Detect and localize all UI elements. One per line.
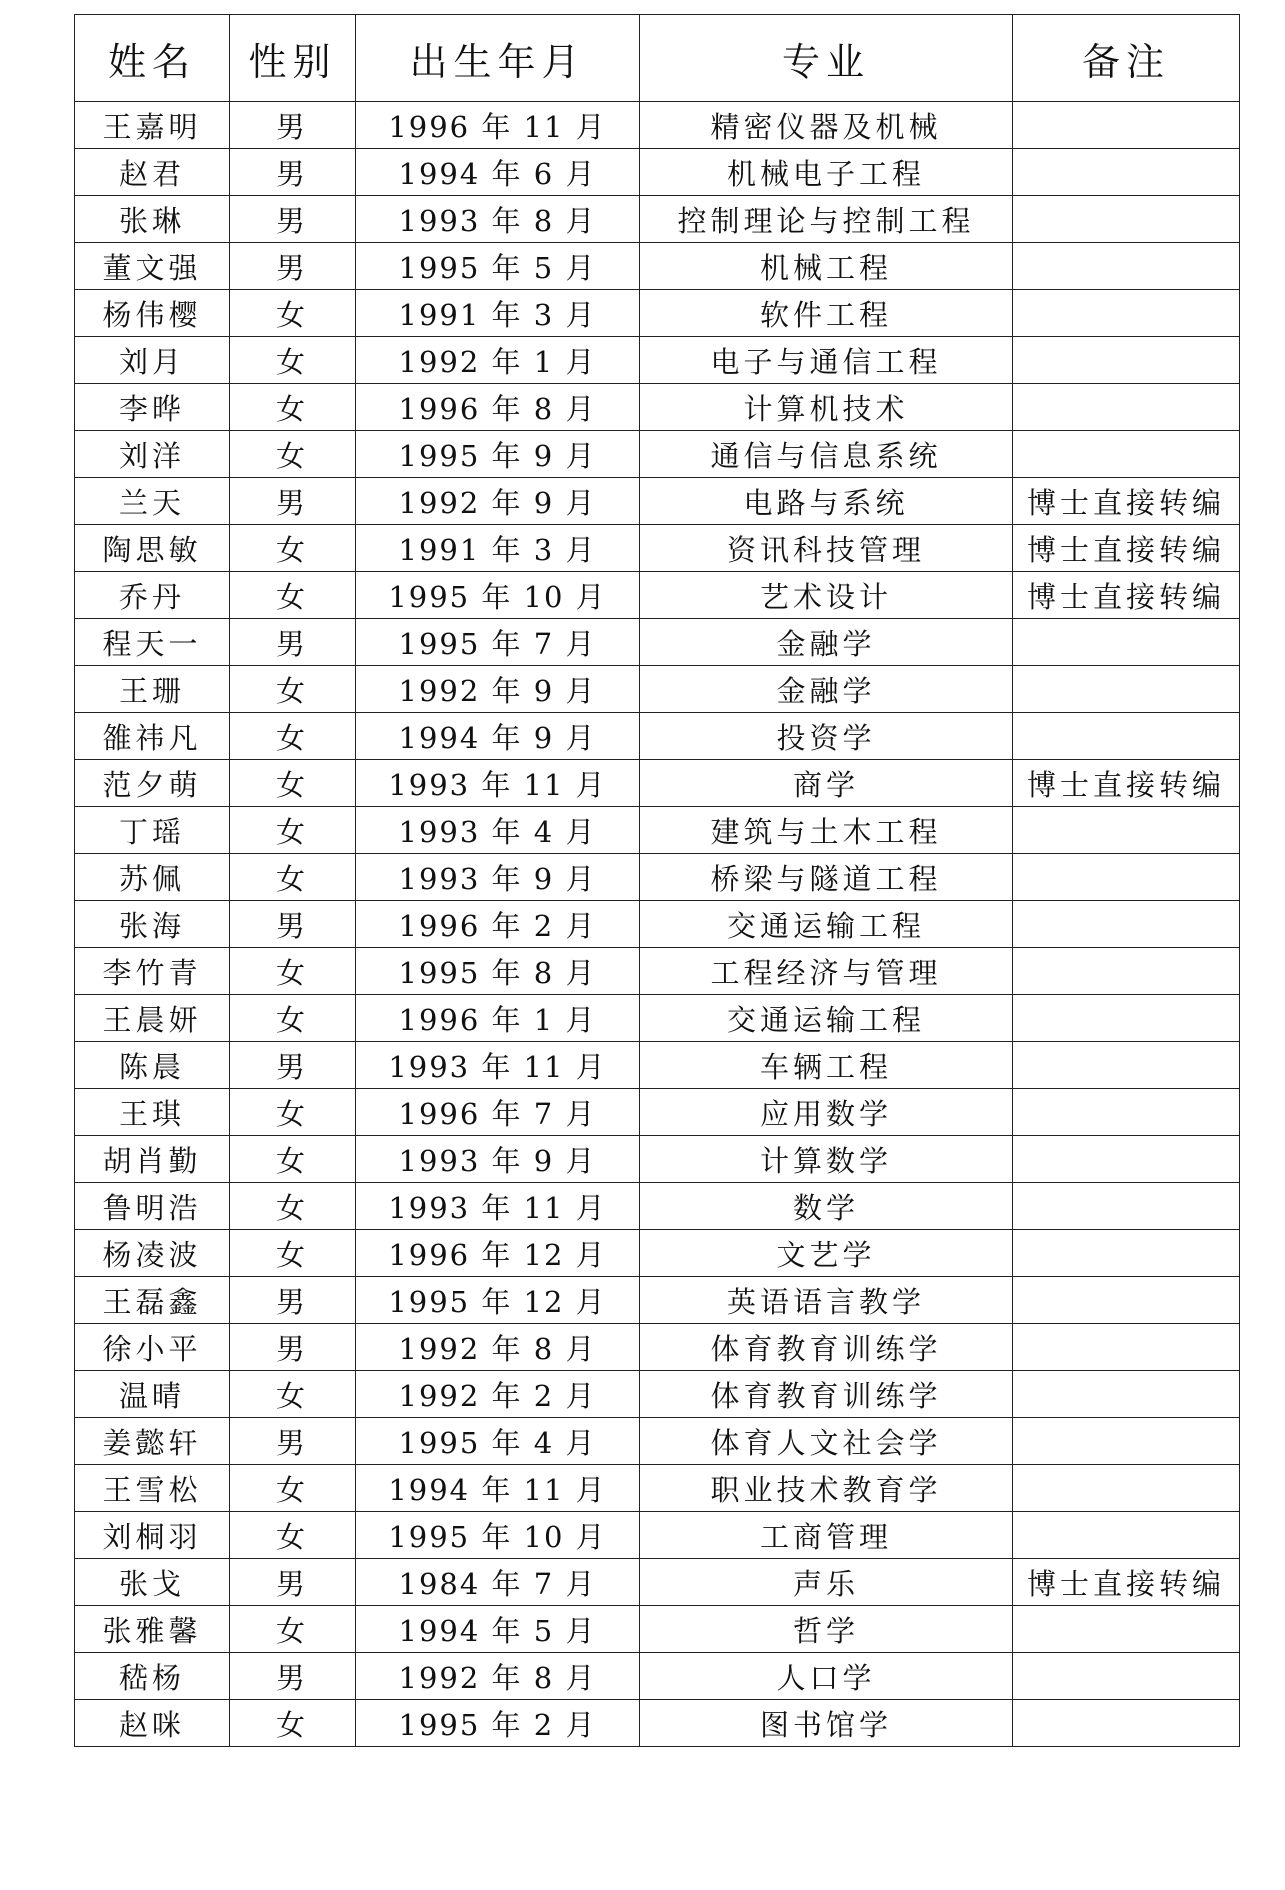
header-row [75,15,1240,102]
cell-name: 赵君 [75,149,230,196]
cell-note: 博士直接转编 [1013,478,1240,525]
cell-major: 计算机技术 [640,384,1013,431]
cell-birth: 1992 年 9 月 [356,666,640,713]
cell-name: 鲁明浩 [75,1183,230,1230]
cell-birth: 1995 年 7 月 [356,619,640,666]
cell-major: 文艺学 [640,1230,1013,1277]
cell-birth: 1994 年 11 月 [356,1465,640,1512]
cell-gender: 女 [230,1465,356,1512]
cell-major: 车辆工程 [640,1042,1013,1089]
cell-note [1013,337,1240,384]
cell-name: 刘洋 [75,431,230,478]
cell-name: 王雪松 [75,1465,230,1512]
cell-note [1013,243,1240,290]
cell-major: 图书馆学 [640,1700,1013,1747]
table-row [75,948,1240,995]
cell-major: 人口学 [640,1653,1013,1700]
cell-note [1013,713,1240,760]
cell-note [1013,1606,1240,1653]
cell-major: 机械工程 [640,243,1013,290]
header-major: 专业 [640,15,1013,102]
table-row [75,995,1240,1042]
header-name: 姓名 [75,15,230,102]
cell-gender: 女 [230,1183,356,1230]
table-row [75,1324,1240,1371]
cell-gender: 女 [230,948,356,995]
cell-major: 桥梁与隧道工程 [640,854,1013,901]
cell-major: 控制理论与控制工程 [640,196,1013,243]
cell-note [1013,901,1240,948]
cell-major: 体育教育训练学 [640,1324,1013,1371]
cell-major: 声乐 [640,1559,1013,1606]
cell-birth: 1995 年 12 月 [356,1277,640,1324]
table-row [75,431,1240,478]
cell-note [1013,666,1240,713]
cell-name: 徐小平 [75,1324,230,1371]
cell-gender: 男 [230,243,356,290]
cell-birth: 1995 年 5 月 [356,243,640,290]
cell-gender: 女 [230,1371,356,1418]
cell-name: 王琪 [75,1089,230,1136]
cell-birth: 1994 年 5 月 [356,1606,640,1653]
cell-major: 职业技术教育学 [640,1465,1013,1512]
cell-note [1013,995,1240,1042]
cell-birth: 1996 年 2 月 [356,901,640,948]
cell-major: 交通运输工程 [640,901,1013,948]
cell-note [1013,1089,1240,1136]
cell-note: 博士直接转编 [1013,572,1240,619]
cell-major: 建筑与土木工程 [640,807,1013,854]
cell-major: 通信与信息系统 [640,431,1013,478]
cell-note [1013,1371,1240,1418]
cell-gender: 男 [230,478,356,525]
cell-name: 刘桐羽 [75,1512,230,1559]
cell-note [1013,1700,1240,1747]
cell-birth: 1996 年 12 月 [356,1230,640,1277]
cell-major: 计算数学 [640,1136,1013,1183]
cell-gender: 女 [230,666,356,713]
cell-note [1013,290,1240,337]
table-row [75,1042,1240,1089]
cell-note [1013,619,1240,666]
header-birth: 出生年月 [356,15,640,102]
table-row [75,572,1240,619]
table-body [75,102,1240,1747]
cell-note: 博士直接转编 [1013,525,1240,572]
cell-major: 软件工程 [640,290,1013,337]
cell-name: 张琳 [75,196,230,243]
cell-name: 赵咪 [75,1700,230,1747]
table-row [75,1700,1240,1747]
table-row [75,102,1240,149]
cell-name: 王嘉明 [75,102,230,149]
cell-name: 范夕萌 [75,760,230,807]
cell-note [1013,1465,1240,1512]
table-row [75,1559,1240,1606]
cell-name: 董文强 [75,243,230,290]
cell-note [1013,1324,1240,1371]
cell-gender: 男 [230,901,356,948]
cell-gender: 女 [230,1512,356,1559]
cell-major: 应用数学 [640,1089,1013,1136]
table-row [75,1277,1240,1324]
cell-gender: 女 [230,1089,356,1136]
table-row [75,713,1240,760]
table-header [75,15,1240,102]
cell-note [1013,1277,1240,1324]
cell-birth: 1992 年 8 月 [356,1653,640,1700]
cell-note [1013,807,1240,854]
cell-birth: 1993 年 9 月 [356,854,640,901]
table-row [75,1512,1240,1559]
table-row [75,525,1240,572]
table-row [75,384,1240,431]
cell-name: 杨凌波 [75,1230,230,1277]
cell-note [1013,102,1240,149]
cell-birth: 1993 年 8 月 [356,196,640,243]
table-row [75,1371,1240,1418]
cell-birth: 1996 年 1 月 [356,995,640,1042]
cell-gender: 女 [230,1606,356,1653]
cell-gender: 男 [230,619,356,666]
cell-gender: 女 [230,525,356,572]
cell-major: 体育人文社会学 [640,1418,1013,1465]
cell-name: 丁瑶 [75,807,230,854]
cell-name: 程天一 [75,619,230,666]
cell-birth: 1993 年 9 月 [356,1136,640,1183]
cell-major: 工程经济与管理 [640,948,1013,995]
cell-major: 艺术设计 [640,572,1013,619]
cell-birth: 1996 年 8 月 [356,384,640,431]
cell-gender: 男 [230,196,356,243]
cell-name: 陶思敏 [75,525,230,572]
cell-major: 投资学 [640,713,1013,760]
cell-major: 金融学 [640,666,1013,713]
cell-major: 金融学 [640,619,1013,666]
cell-major: 体育教育训练学 [640,1371,1013,1418]
cell-gender: 男 [230,1277,356,1324]
cell-birth: 1995 年 10 月 [356,1512,640,1559]
cell-major: 电路与系统 [640,478,1013,525]
cell-birth: 1995 年 10 月 [356,572,640,619]
cell-gender: 女 [230,1700,356,1747]
cell-name: 乔丹 [75,572,230,619]
cell-birth: 1994 年 6 月 [356,149,640,196]
cell-major: 商学 [640,760,1013,807]
cell-gender: 男 [230,1042,356,1089]
cell-major: 交通运输工程 [640,995,1013,1042]
cell-birth: 1995 年 9 月 [356,431,640,478]
cell-gender: 女 [230,995,356,1042]
cell-gender: 女 [230,713,356,760]
roster-table [74,14,1240,1747]
cell-note [1013,854,1240,901]
cell-major: 哲学 [640,1606,1013,1653]
table-row [75,901,1240,948]
cell-note [1013,196,1240,243]
cell-name: 杨伟樱 [75,290,230,337]
header-note: 备注 [1013,15,1240,102]
cell-name: 张雅馨 [75,1606,230,1653]
cell-gender: 女 [230,760,356,807]
table-row [75,760,1240,807]
cell-gender: 女 [230,572,356,619]
cell-gender: 女 [230,1230,356,1277]
cell-note [1013,1230,1240,1277]
cell-birth: 1992 年 2 月 [356,1371,640,1418]
cell-gender: 女 [230,1136,356,1183]
cell-major: 电子与通信工程 [640,337,1013,384]
table-row [75,337,1240,384]
cell-gender: 男 [230,1559,356,1606]
table-row [75,854,1240,901]
cell-gender: 女 [230,384,356,431]
cell-note: 博士直接转编 [1013,760,1240,807]
cell-note [1013,384,1240,431]
cell-name: 李晔 [75,384,230,431]
cell-name: 陈晨 [75,1042,230,1089]
cell-birth: 1996 年 11 月 [356,102,640,149]
cell-gender: 女 [230,807,356,854]
cell-name: 王晨妍 [75,995,230,1042]
cell-name: 张戈 [75,1559,230,1606]
cell-name: 张海 [75,901,230,948]
table-row [75,1136,1240,1183]
table-row [75,196,1240,243]
table-row [75,478,1240,525]
cell-note [1013,431,1240,478]
cell-note [1013,1512,1240,1559]
cell-note [1013,1183,1240,1230]
cell-birth: 1984 年 7 月 [356,1559,640,1606]
table-row [75,243,1240,290]
cell-birth: 1995 年 8 月 [356,948,640,995]
cell-major: 机械电子工程 [640,149,1013,196]
table-row [75,1465,1240,1512]
cell-name: 胡肖勤 [75,1136,230,1183]
cell-name: 王珊 [75,666,230,713]
cell-birth: 1995 年 2 月 [356,1700,640,1747]
table-row [75,807,1240,854]
table-row [75,149,1240,196]
table-row [75,1183,1240,1230]
cell-birth: 1992 年 9 月 [356,478,640,525]
cell-birth: 1994 年 9 月 [356,713,640,760]
cell-birth: 1992 年 8 月 [356,1324,640,1371]
cell-name: 温晴 [75,1371,230,1418]
cell-gender: 男 [230,102,356,149]
cell-name: 李竹青 [75,948,230,995]
table-row [75,1653,1240,1700]
cell-gender: 男 [230,1418,356,1465]
table-row [75,666,1240,713]
cell-note [1013,1418,1240,1465]
cell-major: 工商管理 [640,1512,1013,1559]
table-row [75,1089,1240,1136]
cell-birth: 1991 年 3 月 [356,290,640,337]
cell-name: 刘月 [75,337,230,384]
cell-gender: 女 [230,290,356,337]
cell-name: 兰天 [75,478,230,525]
cell-birth: 1996 年 7 月 [356,1089,640,1136]
cell-note [1013,948,1240,995]
cell-note [1013,1136,1240,1183]
cell-gender: 女 [230,431,356,478]
table-row [75,1606,1240,1653]
table-row [75,1230,1240,1277]
cell-gender: 男 [230,1324,356,1371]
cell-name: 姜懿轩 [75,1418,230,1465]
cell-birth: 1993 年 4 月 [356,807,640,854]
cell-major: 英语语言教学 [640,1277,1013,1324]
header-gender: 性别 [230,15,356,102]
table-row [75,619,1240,666]
cell-birth: 1992 年 1 月 [356,337,640,384]
cell-note: 博士直接转编 [1013,1559,1240,1606]
cell-birth: 1995 年 4 月 [356,1418,640,1465]
cell-name: 王磊鑫 [75,1277,230,1324]
cell-major: 精密仪器及机械 [640,102,1013,149]
cell-name: 雒祎凡 [75,713,230,760]
table-row [75,1418,1240,1465]
cell-note [1013,1653,1240,1700]
cell-note [1013,1042,1240,1089]
cell-gender: 女 [230,854,356,901]
cell-birth: 1991 年 3 月 [356,525,640,572]
cell-birth: 1993 年 11 月 [356,760,640,807]
cell-gender: 男 [230,149,356,196]
cell-note [1013,149,1240,196]
cell-gender: 男 [230,1653,356,1700]
cell-major: 数学 [640,1183,1013,1230]
cell-birth: 1993 年 11 月 [356,1042,640,1089]
cell-major: 资讯科技管理 [640,525,1013,572]
cell-name: 嵇杨 [75,1653,230,1700]
cell-name: 苏佩 [75,854,230,901]
table-row [75,290,1240,337]
cell-gender: 女 [230,337,356,384]
cell-birth: 1993 年 11 月 [356,1183,640,1230]
